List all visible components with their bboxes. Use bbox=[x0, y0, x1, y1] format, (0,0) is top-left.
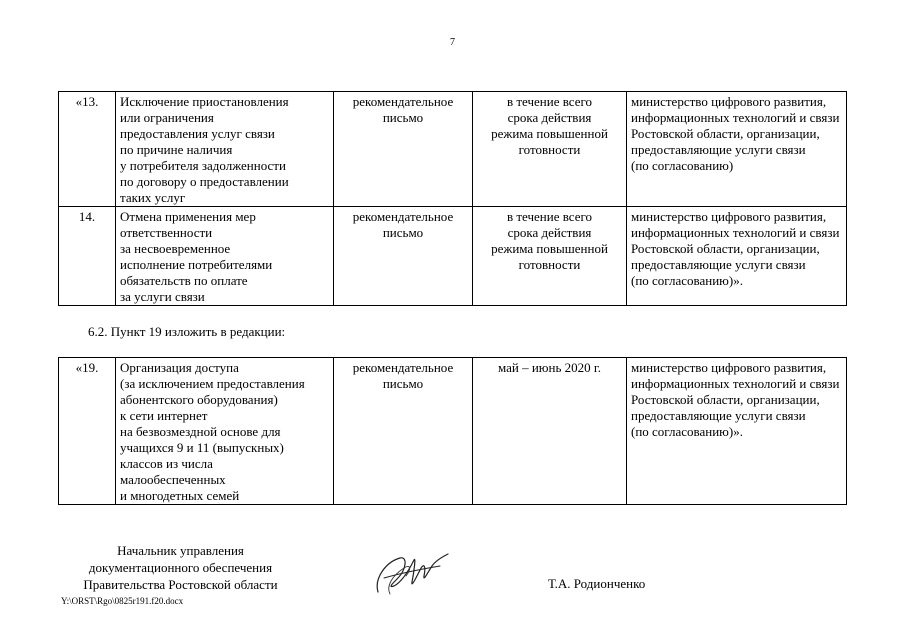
measure-line: за несвоевременное bbox=[120, 241, 231, 256]
executor-line: Ростовской области, организации, bbox=[631, 126, 820, 141]
executor-line: (по согласованию) bbox=[631, 158, 734, 173]
item-number-cell: 14. bbox=[59, 207, 116, 306]
measure-line: на безвозмездной основе для bbox=[120, 424, 281, 439]
measures-table-1 bbox=[58, 91, 847, 306]
term-line: готовности bbox=[518, 142, 581, 157]
term-line: режима повышенной bbox=[491, 126, 608, 141]
executor-line: информационных технологий и связи bbox=[631, 225, 840, 240]
signatory-position-line: Начальник управления bbox=[117, 543, 244, 558]
executor-line: министерство цифрового развития, bbox=[631, 94, 827, 109]
term-cell bbox=[473, 207, 627, 306]
item-number-cell: «13. bbox=[59, 92, 116, 207]
file-path: Y:\ORST\Rgo\0825r191.f20.docx bbox=[61, 596, 184, 606]
term-line: в течение всего bbox=[506, 94, 593, 109]
executor-cell bbox=[627, 358, 847, 505]
measure-line: или ограничения bbox=[120, 110, 214, 125]
measure-line: по причине наличия bbox=[120, 142, 233, 157]
signatory-position-line: Правительства Ростовской области bbox=[83, 577, 278, 592]
form-cell bbox=[334, 92, 473, 207]
table-row bbox=[59, 207, 847, 306]
signatory-name: Т.А. Родионченко bbox=[548, 576, 646, 591]
term-line: готовности bbox=[518, 257, 581, 272]
measure-line: обязательств по оплате bbox=[120, 273, 248, 288]
executor-line: министерство цифрового развития, bbox=[631, 209, 827, 224]
form-cell bbox=[334, 207, 473, 306]
executor-line: предоставляющие услуги связи bbox=[631, 408, 806, 423]
section-heading: 6.2. Пункт 19 изложить в редакции: bbox=[88, 324, 286, 339]
measures-table-2 bbox=[58, 357, 847, 505]
item-number-cell: «19. bbox=[59, 358, 116, 505]
measure-line: и многодетных семей bbox=[120, 488, 240, 503]
form-line: письмо bbox=[382, 110, 424, 125]
term-line: срока действия bbox=[507, 225, 592, 240]
executor-line: информационных технологий и связи bbox=[631, 376, 840, 391]
table-1-body bbox=[59, 92, 847, 306]
measure-line: таких услуг bbox=[120, 190, 186, 205]
measure-line: предоставления услуг связи bbox=[120, 126, 275, 141]
term-cell bbox=[473, 358, 627, 505]
term-line: май – июнь 2020 г. bbox=[497, 360, 602, 375]
term-line: режима повышенной bbox=[491, 241, 608, 256]
measure-line: учащихся 9 и 11 (выпускных) bbox=[120, 440, 284, 455]
measure-line: по договору о предоставлении bbox=[120, 174, 289, 189]
form-line: письмо bbox=[382, 376, 424, 391]
measure-cell bbox=[116, 207, 334, 306]
measure-line: исполнение потребителями bbox=[120, 257, 273, 272]
signatory-position bbox=[48, 542, 313, 593]
table-2-body bbox=[59, 358, 847, 505]
measure-line: абонентского оборудования) bbox=[120, 392, 278, 407]
measure-line: классов из числа bbox=[120, 456, 213, 471]
executor-line: (по согласованию)». bbox=[631, 273, 743, 288]
executor-cell bbox=[627, 207, 847, 306]
measure-line: Организация доступа bbox=[120, 360, 239, 375]
form-cell bbox=[334, 358, 473, 505]
executor-line: Ростовской области, организации, bbox=[631, 241, 820, 256]
executor-line: (по согласованию)». bbox=[631, 424, 743, 439]
form-line: рекомендательное bbox=[352, 360, 454, 375]
measure-cell bbox=[116, 358, 334, 505]
executor-line: Ростовской области, организации, bbox=[631, 392, 820, 407]
table-row bbox=[59, 358, 847, 505]
term-cell bbox=[473, 92, 627, 207]
measure-line: за услуги связи bbox=[120, 289, 205, 304]
table-row bbox=[59, 92, 847, 207]
executor-line: информационных технологий и связи bbox=[631, 110, 840, 125]
handwritten-signature bbox=[370, 548, 452, 600]
executor-line: министерство цифрового развития, bbox=[631, 360, 827, 375]
form-line: рекомендательное bbox=[352, 209, 454, 224]
signatory-position-line: документационного обеспечения bbox=[88, 560, 273, 575]
executor-cell bbox=[627, 92, 847, 207]
measure-line: (за исключением предоставления bbox=[120, 376, 305, 391]
measure-line: ответственности bbox=[120, 225, 213, 240]
measure-line: у потребителя задолженности bbox=[120, 158, 286, 173]
page-number: 7 bbox=[450, 37, 455, 48]
executor-line: предоставляющие услуги связи bbox=[631, 257, 806, 272]
measure-line: Исключение приостановления bbox=[120, 94, 289, 109]
measure-line: Отмена применения мер bbox=[120, 209, 256, 224]
form-line: письмо bbox=[382, 225, 424, 240]
executor-line: предоставляющие услуги связи bbox=[631, 142, 806, 157]
measure-line: малообеспеченных bbox=[120, 472, 226, 487]
form-line: рекомендательное bbox=[352, 94, 454, 109]
measure-line: к сети интернет bbox=[120, 408, 208, 423]
measure-cell bbox=[116, 92, 334, 207]
term-line: в течение всего bbox=[506, 209, 593, 224]
term-line: срока действия bbox=[507, 110, 592, 125]
